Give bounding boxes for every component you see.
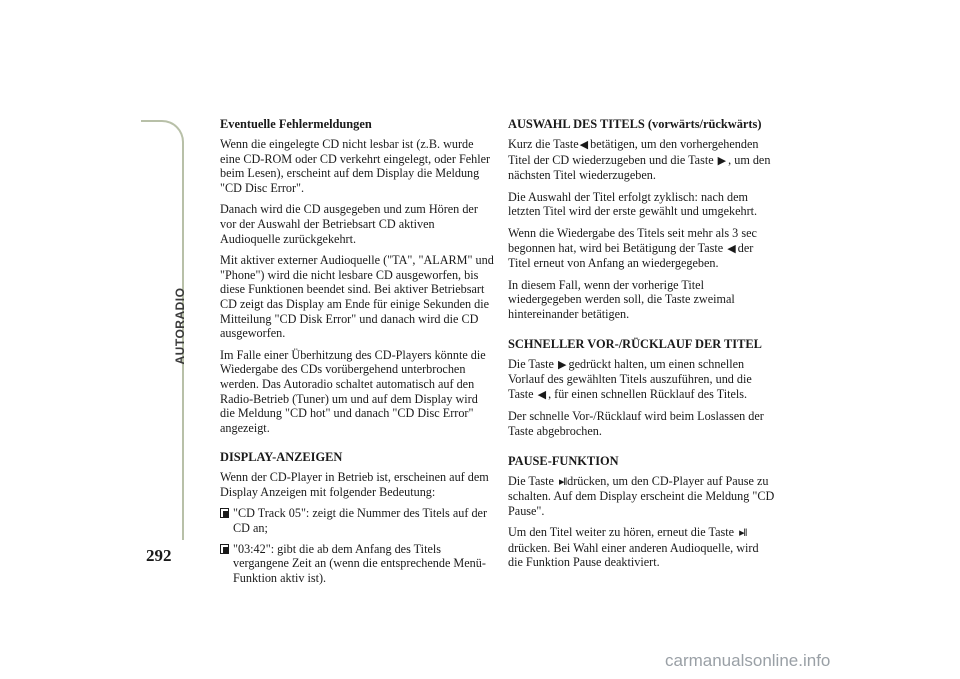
paragraph: Kurz die Taste◀ betätigen, um den vorhergehenden Titel der CD wiederzugeben und die Taste ▶ , um den nächsten Titel wiederzugeben.: [508, 137, 771, 183]
paragraph: Die Taste ▶ gedrückt halten, um einen schnellen Vorlauf des gewählten Titels auszuführen, und die Taste ◀ , für einen schnellen Rücklauf des Titels.: [508, 356, 752, 401]
next-arrow-icon: ▶: [558, 358, 567, 371]
heading-pause: PAUSE-FUNKTION: [508, 453, 619, 468]
heading-display: DISPLAY-ANZEIGEN: [220, 450, 343, 465]
heading-track-select: AUSWAHL DES TITELS (vorwärts/rückwärts): [508, 117, 762, 131]
paragraph: Mit aktiver externer Audioquelle ("TA", "ALARM" und "Phone") wird die nicht lesbare CD ausgeworfen, bis diese Funktionen beendet sind. Bei aktiver Betriebsart CD zeigt das Display am Ende für einige Sekunden die Mitteilung "CD Disk Error" und danach wird die CD ausgeworfen.: [220, 253, 494, 341]
next-arrow-icon: ▶: [717, 154, 727, 167]
heading-error-messages: Eventuelle Fehlermeldungen: [220, 117, 372, 131]
paragraph: Im Falle einer Überhitzung des CD-Players könnte die Wiedergabe des CDs vorübergehend unterbrochen werden. Das Autoradio schaltet automatisch auf den Radio-Betrieb (Tuner) um und auf dem Display wird die Meldung "CD hot" und danach "CD Disc Error" angezeigt.: [220, 347, 486, 435]
paragraph: Wenn der CD-Player in Betrieb ist, erscheinen auf dem Display Anzeigen mit folgender Bedeutung:: [220, 470, 489, 499]
paragraph: Die Auswahl der Titel erfolgt zyklisch: nach dem letzten Titel wird der erste gewählt und umgekehrt.: [508, 189, 758, 219]
heading-fast-forward: SCHNELLER VOR-/RÜCKLAUF DER TITEL: [508, 336, 762, 351]
play-pause-icon: ▸‖: [559, 475, 567, 488]
paragraph: Die Taste ▸‖drücken, um den CD-Player auf Pause zu schalten. Auf dem Display erscheint die Meldung "CD Pause".: [508, 473, 775, 518]
paragraph: Wenn die eingelegte CD nicht lesbar ist (z.B. wurde eine CD-ROM oder CD verkehrt eingelegt, oder Fehler beim Lesen), erscheint auf dem Display die Meldung "CD Disc Error".: [220, 137, 491, 195]
previous-arrow-icon: ◀: [537, 388, 547, 401]
list-item: "03:42": gibt die ab dem Anfang des Titels vergangene Zeit an (wenn die entsprechende Menü-Funktion aktiv ist).: [220, 542, 495, 586]
paragraph: In diesem Fall, wenn der vorherige Titel wiedergegeben werden soll, die Taste zweimal hintereinander betätigen.: [508, 277, 735, 321]
play-pause-icon: ▸‖: [739, 527, 747, 540]
checkbox-bullet-icon: [220, 544, 229, 554]
paragraph: Um den Titel weiter zu hören, erneut die Taste ▸‖drücken. Bei Wahl einer anderen Audioquelle, wird die Funktion Pause deaktiviert.: [508, 525, 759, 570]
list-item: "CD Track 05": zeigt die Nummer des Titels auf der CD an;: [220, 506, 495, 535]
previous-arrow-icon: ◀: [727, 242, 736, 255]
section-label: AUTORADIO: [173, 287, 187, 365]
checkbox-bullet-icon: [220, 508, 229, 518]
right-column: [508, 117, 776, 577]
paragraph: Wenn die Wiedergabe des Titels seit mehr als 3 sec begonnen hat, wird bei Betätigung der Taste ◀ der Titel erneut von Anfang an wiedergegeben.: [508, 225, 757, 271]
watermark: carmanualsonline.info: [665, 651, 831, 670]
previous-arrow-icon: ◀: [579, 139, 589, 151]
left-column: [220, 117, 495, 591]
paragraph: Der schnelle Vor-/Rücklauf wird beim Loslassen der Taste abgebrochen.: [508, 409, 764, 438]
paragraph: Danach wird die CD ausgegeben und zum Hören der vor der Auswahl der Betriebsart CD aktiven Audioquelle zurückgekehrt.: [220, 202, 478, 246]
page-number: 292: [146, 546, 172, 565]
